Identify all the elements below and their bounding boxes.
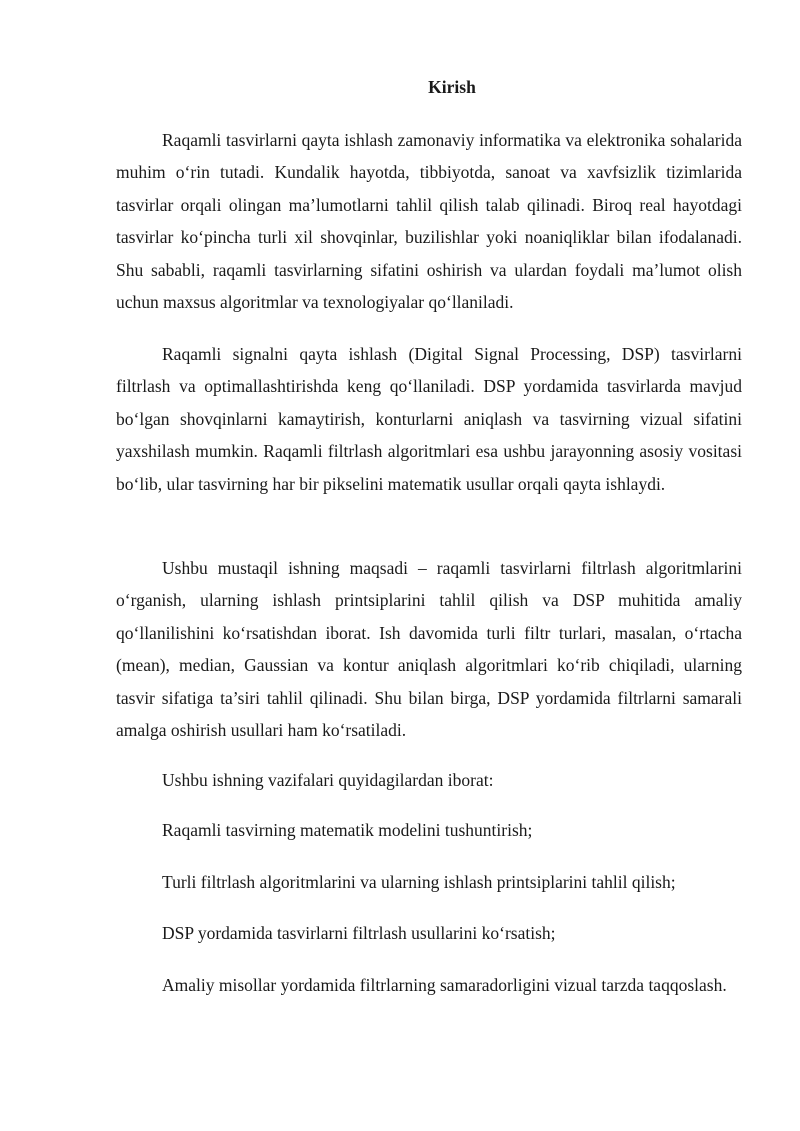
paragraph-goal: Ushbu mustaqil ishning maqsadi – raqamli tasvirlarni filtrlash algoritmlarini o‘rganish, ularning ishlash printsiplarini tahlil qilish va DSP muhitida amaliy qo‘llanilishini ko‘rsatishdan iborat. Ish davomida turli filtr turlari, masalan, o‘rtacha (mean), median, Gaussian va kontur aniqlash algoritmlari ko‘rib chiqiladi, ularning tasvir sifatiga ta’siri tahlil qilinadi. Shu bilan birga, DSP yordamida filtrlarni samarali amalga oshirish usullari ham ko‘rsatiladi.	[116, 558, 742, 741]
task-item: Turli filtrlash algoritmlarini va ularning ishlash printsiplarini tahlil qilish;	[162, 872, 676, 892]
paragraph-tasks-heading: Ushbu ishning vazifalari quyidagilardan iborat:	[162, 770, 494, 790]
paragraph-intro: Raqamli tasvirlarni qayta ishlash zamonaviy informatika va elektronika sohalarida muhim o‘rin tutadi. Kundalik hayotda, tibbiyotda, sanoat va xavfsizlik tizimlarida tasvirlar orqali olingan ma’lumotlarni tahlil qilish talab qilinadi. Biroq real hayotdagi tasvirlar ko‘pincha turli xil shovqinlar, buzilishlar yoki noaniqliklar bilan ifodalanadi. Shu sababli, raqamli tasvirlarning sifatini oshirish va ulardan foydali ma’lumot olish uchun maxsus algoritmlar va texnologiyalar qo‘llaniladi.	[116, 130, 742, 313]
task-item: DSP yordamida tasvirlarni filtrlash usullarini ko‘rsatish;	[162, 923, 556, 943]
task-item: Raqamli tasvirning matematik modelini tushuntirish;	[162, 820, 533, 840]
page-title: Kirish	[428, 77, 476, 97]
paragraph-dsp: Raqamli signalni qayta ishlash (Digital Signal Processing, DSP) tasvirlarni filtrlash va optimallashtirishda keng qo‘llaniladi. DSP yordamida tasvirlarda mavjud bo‘lgan shovqinlarni kamaytirish, konturlarni aniqlash va tasvirning vizual sifatini yaxshilash mumkin. Raqamli filtrlash algoritmlari esa ushbu jarayonning asosiy vositasi bo‘lib, ular tasvirning har bir pikselini matematik usullar orqali qayta ishlaydi.	[116, 344, 742, 494]
task-item: Amaliy misollar yordamida filtrlarning samaradorligini vizual tarzda taqqoslash.	[162, 975, 727, 995]
